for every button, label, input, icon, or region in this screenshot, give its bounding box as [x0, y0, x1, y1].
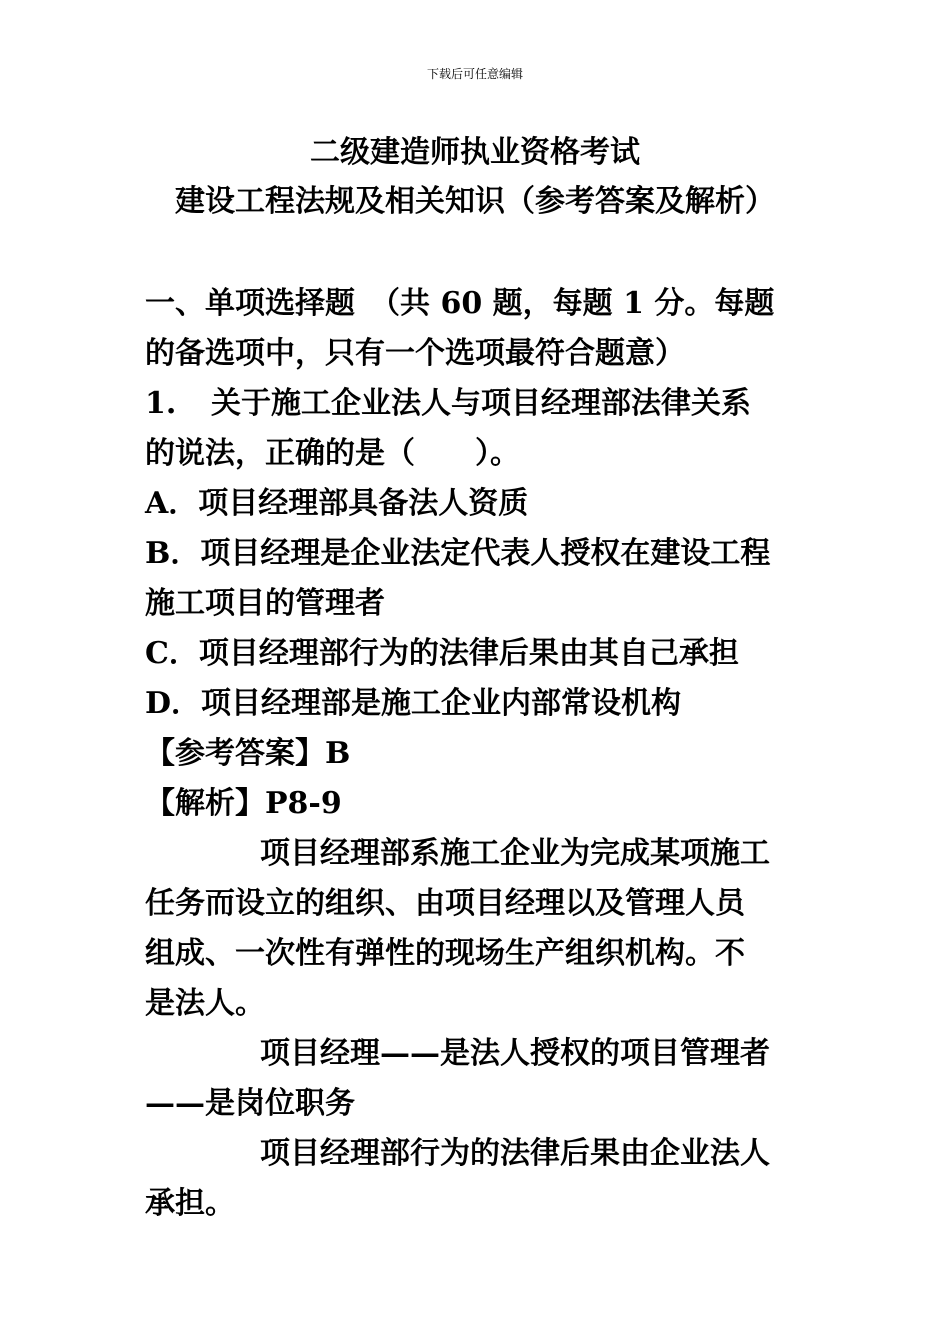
option-b-line-1: B．项目经理是企业法定代表人授权在建设工程 [145, 536, 771, 571]
question-stem-line-1 [145, 379, 810, 429]
section-heading-line-2: 的备选项中，只有一个选项最符合题意） [145, 336, 685, 371]
header-note: 下载后可任意编辑 [426, 67, 523, 81]
option-b-line-2: 施工项目的管理者 [145, 586, 385, 621]
document-title: 二级建造师执业资格考试 [310, 135, 640, 170]
analysis-paragraph-1-line-3: 组成、一次性有弹性的现场生产组织机构。不 [145, 936, 745, 971]
document-subtitle: 建设工程法规及相关知识（参考答案及解析） [175, 184, 775, 219]
analysis-paragraph-1-line-2: 任务而设立的组织、由项目经理以及管理人员 [145, 886, 745, 921]
question-stem-line-2: 的说法，正确的是（ ）。 [145, 436, 520, 471]
reference-answer: 【参考答案】B [145, 736, 351, 771]
analysis-paragraph-3-line-1: 项目经理部行为的法律后果由企业法人 [260, 1136, 770, 1171]
option-a: A．项目经理部具备法人资质 [145, 486, 529, 521]
option-c: C．项目经理部行为的法律后果由其自己承担 [145, 636, 739, 671]
analysis-paragraph-3-line-2: 承担。 [145, 1186, 235, 1221]
analysis-paragraph-2-line-1: 项目经理——是法人授权的项目管理者 [260, 1036, 770, 1071]
option-d: D．项目经理部是施工企业内部常设机构 [145, 686, 682, 721]
analysis-paragraph-1-line-1: 项目经理部系施工企业为完成某项施工 [260, 836, 770, 871]
document-body [145, 279, 810, 1229]
analysis-paragraph-1-line-4: 是法人。 [145, 986, 265, 1021]
analysis-label: 【解析】P8-9 [145, 786, 342, 821]
question-number: 1. [145, 386, 177, 421]
analysis-paragraph-2-line-2: ——是岗位职务 [145, 1086, 355, 1121]
question-stem-text: 关于施工企业法人与项目经理部法律关系 [211, 386, 751, 421]
section-heading-line-1: 一、单项选择题 （共 60 题，每题 1 分。每题 [145, 286, 775, 321]
